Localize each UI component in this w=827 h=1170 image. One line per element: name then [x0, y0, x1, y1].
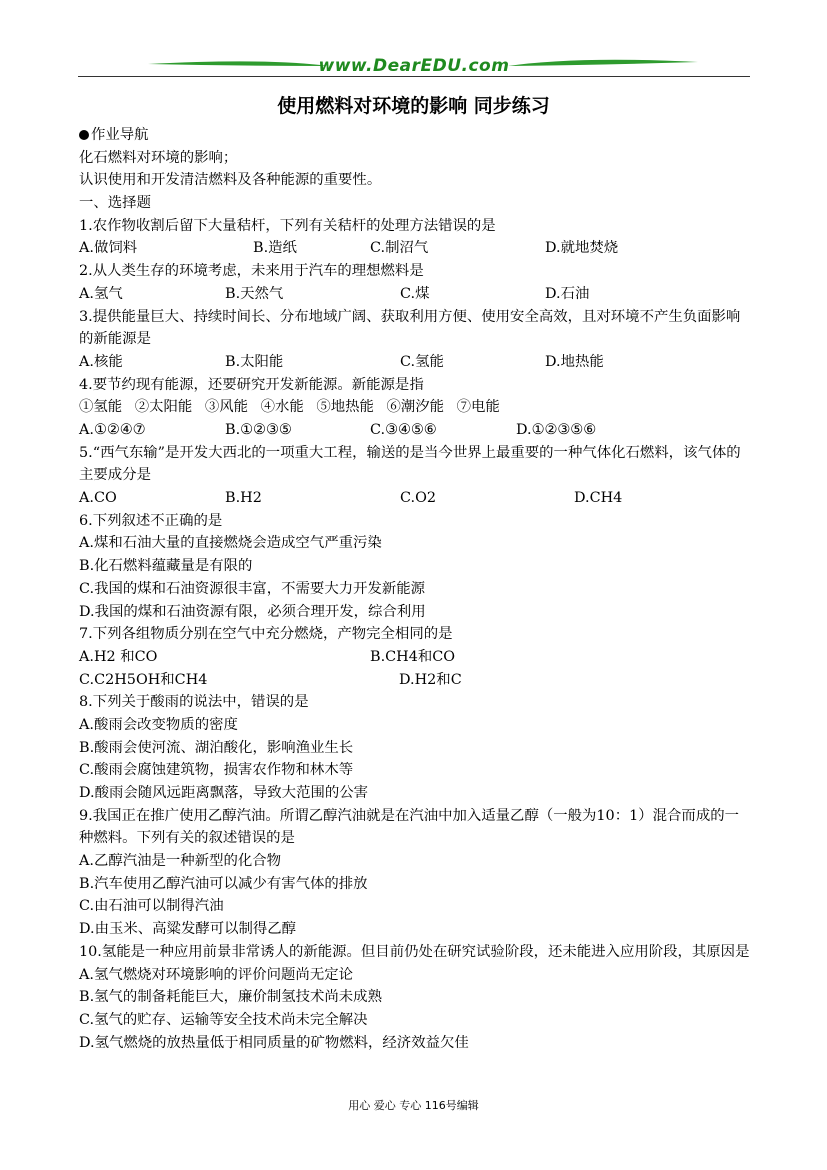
- question-options: [79, 283, 751, 306]
- question-options: [79, 487, 751, 510]
- question-stem: 8.下列关于酸雨的说法中，错误的是: [79, 694, 309, 711]
- site-header: [78, 52, 750, 82]
- section-heading: 一、选择题: [79, 195, 151, 212]
- question-stem: 2.从人类生存的环境考虑，未来用于汽车的理想燃料是: [79, 263, 424, 280]
- option: C.C2H5OH和CH4: [79, 671, 208, 688]
- option: D.氢气燃烧的放热量低于相同质量的矿物燃料，经济效益欠佳: [79, 1034, 469, 1051]
- question-stem: 4.要节约现有能源，还要研究开发新能源。新能源是指: [79, 376, 424, 393]
- option: B.太阳能: [225, 353, 284, 370]
- question-stem: 6.下列叙述不正确的是: [79, 512, 223, 529]
- option: C.O2: [400, 490, 437, 507]
- option: A.做饲料: [79, 240, 138, 257]
- site-logo[interactable]: www.DearEDU.com: [318, 56, 510, 76]
- option: C.③④⑤⑥: [370, 421, 437, 438]
- option: C.制沼气: [370, 240, 429, 257]
- question-stem: 5.“西气东输”是开发大西北的一项重大工程，输送的是当今世界上最重要的一种气体化石燃料，该气体的主要成分是: [79, 444, 741, 484]
- option: D.石油: [545, 285, 590, 302]
- option: D.H2和C: [399, 671, 462, 688]
- option: B.汽车使用乙醇汽油可以减少有害气体的排放: [79, 875, 368, 892]
- question-stem: 1.农作物收割后留下大量秸杆，下列有关秸杆的处理方法错误的是: [79, 217, 496, 234]
- question-choices: ①氢能 ②太阳能 ③风能 ④水能 ⑤地热能 ⑥潮汐能 ⑦电能: [79, 399, 500, 416]
- intro-line: 认识使用和开发清洁燃料及各种能源的重要性。: [79, 172, 382, 189]
- option: C.氢气的贮存、运输等安全技术尚未完全解决: [79, 1011, 368, 1028]
- option: D.就地焚烧: [545, 240, 619, 257]
- option: D.①②③⑤⑥: [516, 421, 597, 438]
- option: A.H2 和CO: [79, 648, 158, 665]
- question-stem: 10.氢能是一种应用前景非常诱人的新能源。但目前仍处在研究试验阶段，还未能进入应用阶段，其原因是: [79, 943, 750, 960]
- bullet-icon: [79, 130, 89, 140]
- intro-line: 化石燃料对环境的影响；: [79, 149, 238, 166]
- option: A.CO: [79, 490, 117, 507]
- option: A.①②④⑦: [79, 421, 146, 438]
- question-options: [79, 237, 751, 260]
- section-nav-label: 作业导航: [91, 127, 149, 143]
- option: C.我国的煤和石油资源很丰富，不需要大力开发新能源: [79, 580, 426, 597]
- option: D.我国的煤和石油资源有限，必须合理开发，综合利用: [79, 603, 426, 620]
- option: B.天然气: [225, 285, 284, 302]
- option: B.H2: [225, 490, 262, 507]
- option: B.CH4和CO: [370, 648, 456, 665]
- option: C.由石油可以制得汽油: [79, 898, 224, 915]
- option: A.核能: [79, 353, 123, 370]
- page-footer: 用心 爱心 专心 116号编辑: [348, 1099, 479, 1112]
- question-stem: 9.我国正在推广使用乙醇汽油。所谓乙醇汽油就是在汽油中加入适量乙醇（一般为10：1）混合而成的一种燃料。下列有关的叙述错误的是: [79, 807, 739, 847]
- option: B.①②③⑤: [225, 421, 292, 438]
- option: D.CH4: [574, 490, 623, 507]
- page-title: 使用燃料对环境的影响 同步练习: [277, 95, 550, 117]
- option: D.地热能: [545, 353, 604, 370]
- option: A.乙醇汽油是一种新型的化合物: [79, 853, 282, 870]
- option: B.氢气的制备耗能巨大，廉价制氢技术尚未成熟: [79, 989, 382, 1006]
- option: A.氢气燃烧对环境影响的评价问题尚无定论: [79, 966, 353, 983]
- option: A.酸雨会改变物质的密度: [79, 716, 238, 733]
- question-options: [79, 646, 751, 669]
- header-divider: [78, 76, 750, 77]
- question-options: [79, 351, 751, 374]
- option: D.酸雨会随风远距离飘落，导致大范围的公害: [79, 785, 369, 801]
- exercise-body: [79, 124, 751, 1054]
- option: A.煤和石油大量的直接燃烧会造成空气严重污染: [79, 535, 382, 552]
- option: C.煤: [400, 285, 430, 302]
- question-stem: 3.提供能量巨大、持续时间长、分布地域广阔、获取利用方便、使用安全高效，且对环境不产生负面影响的新能源是: [79, 308, 741, 348]
- option: B.造纸: [253, 240, 297, 257]
- option: D.由玉米、高粱发酵可以制得乙醇: [79, 921, 297, 938]
- option: A.氢气: [79, 285, 123, 302]
- section-nav: [79, 124, 751, 147]
- question-stem: 7.下列各组物质分别在空气中充分燃烧，产物完全相同的是: [79, 626, 453, 643]
- option: B.化石燃料蕴藏量是有限的: [79, 558, 253, 575]
- option: C.酸雨会腐蚀建筑物，损害农作物和林木等: [79, 762, 354, 779]
- question-options: [79, 419, 751, 442]
- question-options: [79, 669, 751, 692]
- option: C.氢能: [400, 353, 444, 370]
- option: B.酸雨会使河流、湖泊酸化，影响渔业生长: [79, 739, 354, 756]
